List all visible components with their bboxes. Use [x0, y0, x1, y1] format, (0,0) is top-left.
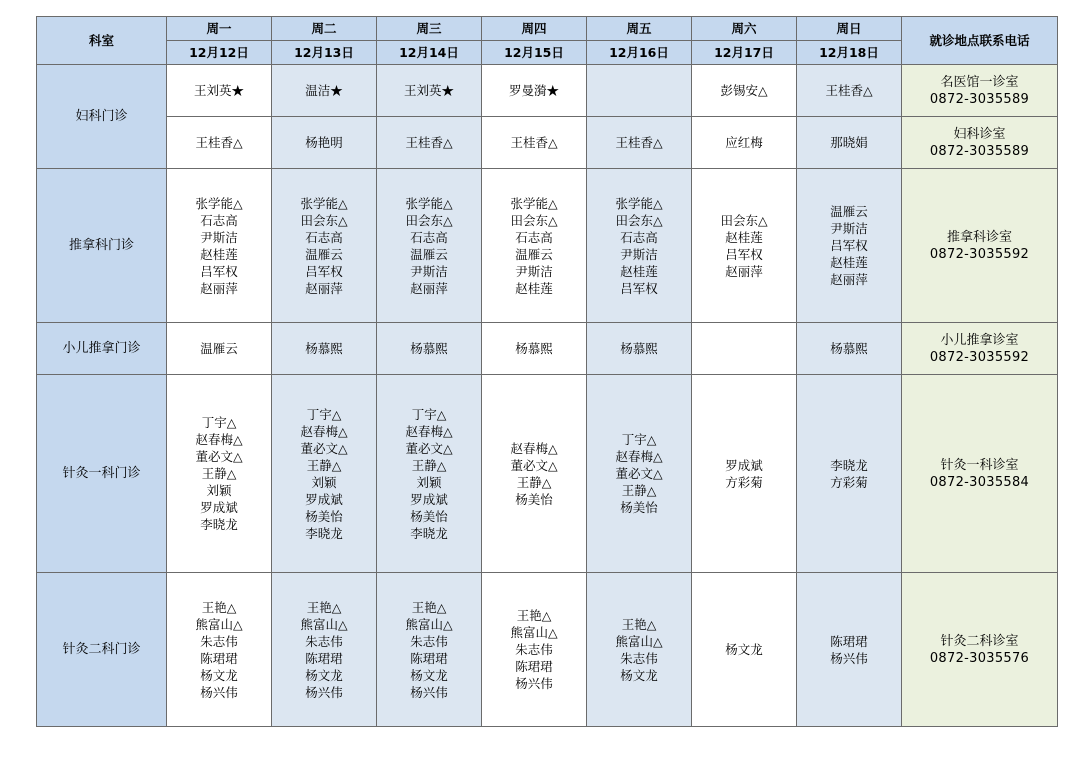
- schedule-row: [37, 573, 1058, 727]
- doctor-name: 陈珺珺: [200, 650, 238, 666]
- doctor-name: 彭锡安△: [720, 83, 768, 98]
- header-date: 12月14日: [377, 41, 482, 65]
- doctor-name: 杨兴伟: [410, 684, 448, 700]
- doctor-name: 董必文△: [405, 440, 453, 456]
- clinic-room: 妇科诊室: [953, 126, 1006, 142]
- doctor-name: 朱志伟: [410, 633, 448, 649]
- dept-cell: 妇科门诊: [37, 65, 167, 169]
- doctor-name: 王艳△: [411, 599, 447, 615]
- schedule-row: [37, 65, 1058, 117]
- clinic-room: 小儿推拿诊室: [940, 332, 1019, 348]
- doctor-name: 熊富山△: [405, 616, 453, 632]
- doctor-name: 吕军权: [830, 238, 868, 253]
- header-day: 周一: [167, 17, 272, 41]
- schedule-cell: [797, 169, 902, 323]
- clinic-phone: 0872-3035589: [929, 143, 1030, 159]
- doctor-name: 杨慕熙: [830, 341, 868, 356]
- header-date: 12月16日: [587, 41, 692, 65]
- doctor-name: 王桂香△: [615, 135, 663, 150]
- header-date: 12月17日: [692, 41, 797, 65]
- doctor-name: 董必文△: [615, 466, 663, 481]
- doctor-name: 尹斯洁: [830, 221, 868, 236]
- doctor-name: 张学能△: [300, 195, 348, 211]
- doctor-name: 王刘英★: [193, 83, 244, 98]
- dept-cell: 推拿科门诊: [37, 169, 167, 323]
- dept-cell: 针灸二科门诊: [37, 573, 167, 727]
- schedule-cell: [272, 65, 377, 117]
- doctor-name: 吕军权: [725, 246, 763, 262]
- schedule-row: [37, 117, 1058, 169]
- doctor-name: 赵丽萍: [725, 263, 763, 279]
- doctor-name: 赵桂莲: [725, 229, 763, 245]
- doctor-name: 李晓龙: [830, 457, 868, 473]
- schedule-cell: [797, 65, 902, 117]
- doctor-name: 应红梅: [725, 135, 763, 150]
- doctor-name: 田会东△: [300, 212, 348, 228]
- location-cell: [902, 117, 1058, 169]
- doctor-name: 罗成斌: [725, 457, 763, 473]
- doctor-name: 王艳△: [201, 599, 237, 615]
- doctor-name: 董必文△: [300, 440, 348, 456]
- doctor-name: 田会东△: [405, 212, 453, 228]
- schedule-cell: [272, 117, 377, 169]
- doctor-name: 杨兴伟: [515, 676, 553, 691]
- doctor-name: 杨美怡: [305, 508, 343, 524]
- schedule-body: [37, 17, 1058, 727]
- doctor-name: 石志高: [410, 229, 448, 245]
- clinic-room: 针灸二科诊室: [940, 633, 1019, 649]
- doctor-name: 熊富山△: [300, 616, 348, 632]
- doctor-name: 温雁云: [410, 246, 448, 262]
- doctor-name: 陈珺珺: [830, 633, 868, 649]
- doctor-name: 赵春梅△: [615, 449, 663, 464]
- doctor-name: 王桂香△: [195, 135, 243, 150]
- doctor-name: 赵丽萍: [410, 280, 448, 296]
- schedule-cell: [797, 117, 902, 169]
- doctor-name: 石志高: [305, 229, 343, 245]
- schedule-cell: [167, 65, 272, 117]
- doctor-name: 赵桂莲: [200, 246, 238, 262]
- doctor-name: 朱志伟: [515, 642, 553, 657]
- doctor-name: 杨艳明: [305, 135, 343, 150]
- doctor-name: 王静△: [411, 457, 447, 473]
- doctor-name: 熊富山△: [615, 633, 663, 649]
- schedule-cell: [377, 65, 482, 117]
- doctor-name: 石志高: [515, 229, 553, 245]
- doctor-name: 熊富山△: [195, 616, 243, 632]
- header-location: 就诊地点联系电话: [902, 17, 1058, 65]
- clinic-room: 推拿科诊室: [946, 229, 1012, 245]
- doctor-name: 赵丽萍: [830, 272, 868, 287]
- schedule-cell: [797, 375, 902, 573]
- doctor-name: 董必文△: [195, 449, 243, 464]
- clinic-phone: 0872-3035592: [929, 349, 1030, 365]
- schedule-cell: [587, 117, 692, 169]
- header-date: 12月12日: [167, 41, 272, 65]
- doctor-name: 杨文龙: [200, 667, 238, 683]
- schedule-cell: [692, 169, 797, 323]
- doctor-name: 朱志伟: [200, 633, 238, 649]
- schedule-cell: [482, 65, 587, 117]
- doctor-name: 刘颖: [206, 483, 232, 498]
- doctor-name: 王艳△: [516, 608, 552, 623]
- doctor-name: 石志高: [200, 212, 238, 228]
- doctor-name: 王静△: [516, 474, 552, 490]
- doctor-name: 杨文龙: [305, 667, 343, 683]
- doctor-name: 张学能△: [195, 195, 243, 211]
- schedule-cell: [167, 375, 272, 573]
- doctor-name: 赵春梅△: [300, 423, 348, 439]
- doctor-name: 陈珺珺: [410, 650, 448, 666]
- schedule-cell: [272, 573, 377, 727]
- schedule-cell: [377, 375, 482, 573]
- doctor-name: 王静△: [621, 483, 657, 498]
- header-day: 周二: [272, 17, 377, 41]
- doctor-name: 尹斯洁: [515, 263, 553, 279]
- schedule-cell: [692, 375, 797, 573]
- schedule-cell: [587, 65, 692, 117]
- doctor-name: 赵春梅△: [405, 423, 453, 439]
- doctor-name: 杨文龙: [620, 667, 658, 683]
- doctor-name: 温雁云: [305, 246, 343, 262]
- doctor-name: 熊富山△: [510, 625, 558, 640]
- doctor-name: 刘颖: [416, 474, 442, 490]
- header-dept: 科室: [37, 17, 167, 65]
- doctor-name: 王桂香△: [825, 83, 873, 98]
- schedule-cell: [272, 169, 377, 323]
- header-day: 周三: [377, 17, 482, 41]
- header-date: 12月15日: [482, 41, 587, 65]
- schedule-cell: [797, 323, 902, 375]
- dept-cell: 针灸一科门诊: [37, 375, 167, 573]
- doctor-name: 丁宇△: [201, 415, 237, 430]
- doctor-name: 罗成斌: [410, 491, 448, 507]
- doctor-name: 石志高: [620, 229, 658, 245]
- doctor-name: 王桂香△: [405, 135, 453, 150]
- schedule-cell: [167, 117, 272, 169]
- doctor-name: 李晓龙: [200, 517, 238, 532]
- doctor-name: 杨美怡: [515, 491, 553, 507]
- schedule-cell: [272, 375, 377, 573]
- doctor-name: 尹斯洁: [620, 246, 658, 262]
- header-day: 周四: [482, 17, 587, 41]
- doctor-name: 丁宇△: [306, 406, 342, 422]
- doctor-name: 张学能△: [615, 195, 663, 211]
- doctor-name: 丁宇△: [411, 406, 447, 422]
- doctor-name: 丁宇△: [621, 432, 657, 447]
- doctor-name: 陈珺珺: [305, 650, 343, 666]
- schedule-row: [37, 169, 1058, 323]
- header-row-days: [37, 17, 1058, 41]
- doctor-name: 陈珺珺: [515, 659, 553, 674]
- doctor-name: 方彩菊: [725, 474, 763, 490]
- schedule-cell: [587, 573, 692, 727]
- doctor-name: 杨文龙: [725, 642, 763, 657]
- schedule-cell: [482, 573, 587, 727]
- doctor-name: 王刘英★: [403, 83, 454, 98]
- clinic-phone: 0872-3035592: [929, 246, 1030, 262]
- doctor-name: 王静△: [306, 457, 342, 473]
- schedule-cell: [377, 169, 482, 323]
- clinic-phone: 0872-3035576: [929, 650, 1030, 666]
- doctor-name: 杨慕熙: [620, 341, 658, 356]
- schedule-cell: [377, 117, 482, 169]
- doctor-name: 方彩菊: [830, 474, 868, 490]
- doctor-name: 赵桂莲: [830, 255, 868, 270]
- doctor-name: 赵春梅△: [195, 432, 243, 447]
- location-cell: [902, 573, 1058, 727]
- doctor-name: 赵丽萍: [305, 280, 343, 296]
- doctor-name: 刘颖: [311, 474, 337, 490]
- schedule-cell: [587, 375, 692, 573]
- doctor-name: 赵桂莲: [620, 263, 658, 279]
- doctor-name: 杨兴伟: [830, 650, 868, 666]
- schedule-cell: [587, 323, 692, 375]
- schedule-row: [37, 375, 1058, 573]
- doctor-name: 董必文△: [510, 457, 558, 473]
- schedule-cell: [587, 169, 692, 323]
- schedule-cell: [797, 573, 902, 727]
- schedule-cell: [692, 117, 797, 169]
- doctor-name: 田会东△: [510, 212, 558, 228]
- header-day: 周六: [692, 17, 797, 41]
- doctor-name: 杨兴伟: [200, 684, 238, 700]
- doctor-name: 朱志伟: [620, 650, 658, 666]
- doctor-name: 田会东△: [720, 212, 768, 228]
- dept-cell: 小儿推拿门诊: [37, 323, 167, 375]
- doctor-name: 杨美怡: [410, 508, 448, 524]
- doctor-name: 张学能△: [510, 195, 558, 211]
- doctor-name: 杨慕熙: [410, 341, 448, 356]
- doctor-name: 杨兴伟: [305, 684, 343, 700]
- header-day: 周日: [797, 17, 902, 41]
- schedule-cell: [167, 323, 272, 375]
- schedule-cell: [692, 65, 797, 117]
- doctor-name: 吕军权: [200, 263, 238, 279]
- schedule-cell: [167, 169, 272, 323]
- clinic-phone: 0872-3035589: [929, 91, 1030, 107]
- doctor-name: 罗曼漪★: [508, 83, 559, 98]
- header-date: 12月13日: [272, 41, 377, 65]
- doctor-name: 温雁云: [515, 246, 553, 262]
- schedule-cell: [482, 117, 587, 169]
- doctor-name: 尹斯洁: [410, 263, 448, 279]
- doctor-name: 王艳△: [306, 599, 342, 615]
- doctor-name: 罗成斌: [200, 500, 238, 515]
- doctor-name: 温雁云: [830, 204, 868, 219]
- doctor-name: 王桂香△: [510, 135, 558, 150]
- location-cell: [902, 375, 1058, 573]
- clinic-phone: 0872-3035584: [929, 474, 1030, 490]
- schedule-cell: [482, 375, 587, 573]
- schedule-cell: [482, 169, 587, 323]
- location-cell: [902, 169, 1058, 323]
- schedule-cell: [377, 323, 482, 375]
- doctor-name: 尹斯洁: [200, 229, 238, 245]
- doctor-name: 赵桂莲: [515, 280, 553, 296]
- doctor-name: 温洁★: [305, 83, 343, 98]
- doctor-name: 田会东△: [615, 212, 663, 228]
- doctor-name: 张学能△: [405, 195, 453, 211]
- schedule-cell: [692, 323, 797, 375]
- schedule-table: [36, 16, 1058, 727]
- schedule-cell: [692, 573, 797, 727]
- doctor-name: 杨文龙: [410, 667, 448, 683]
- location-cell: [902, 65, 1058, 117]
- doctor-name: 杨慕熙: [305, 341, 343, 356]
- doctor-name: 吕军权: [620, 280, 658, 296]
- doctor-name: 杨美怡: [620, 500, 658, 515]
- doctor-name: 李晓龙: [305, 525, 343, 541]
- doctor-name: 赵丽萍: [200, 280, 238, 296]
- clinic-room: 针灸一科诊室: [940, 457, 1019, 473]
- clinic-room: 名医馆一诊室: [940, 74, 1019, 90]
- doctor-name: 罗成斌: [305, 491, 343, 507]
- schedule-cell: [167, 573, 272, 727]
- doctor-name: 那晓娟: [830, 135, 868, 150]
- schedule-cell: [272, 323, 377, 375]
- doctor-name: 赵春梅△: [510, 440, 558, 456]
- doctor-name: 李晓龙: [410, 525, 448, 541]
- header-day: 周五: [587, 17, 692, 41]
- doctor-name: 王静△: [201, 466, 237, 481]
- doctor-name: 朱志伟: [305, 633, 343, 649]
- schedule-row: [37, 323, 1058, 375]
- location-cell: [902, 323, 1058, 375]
- schedule-cell: [377, 573, 482, 727]
- header-date: 12月18日: [797, 41, 902, 65]
- doctor-name: 杨慕熙: [515, 341, 553, 356]
- doctor-name: 吕军权: [305, 263, 343, 279]
- schedule-cell: [482, 323, 587, 375]
- doctor-name: 王艳△: [621, 616, 657, 632]
- doctor-name: 温雁云: [200, 341, 238, 356]
